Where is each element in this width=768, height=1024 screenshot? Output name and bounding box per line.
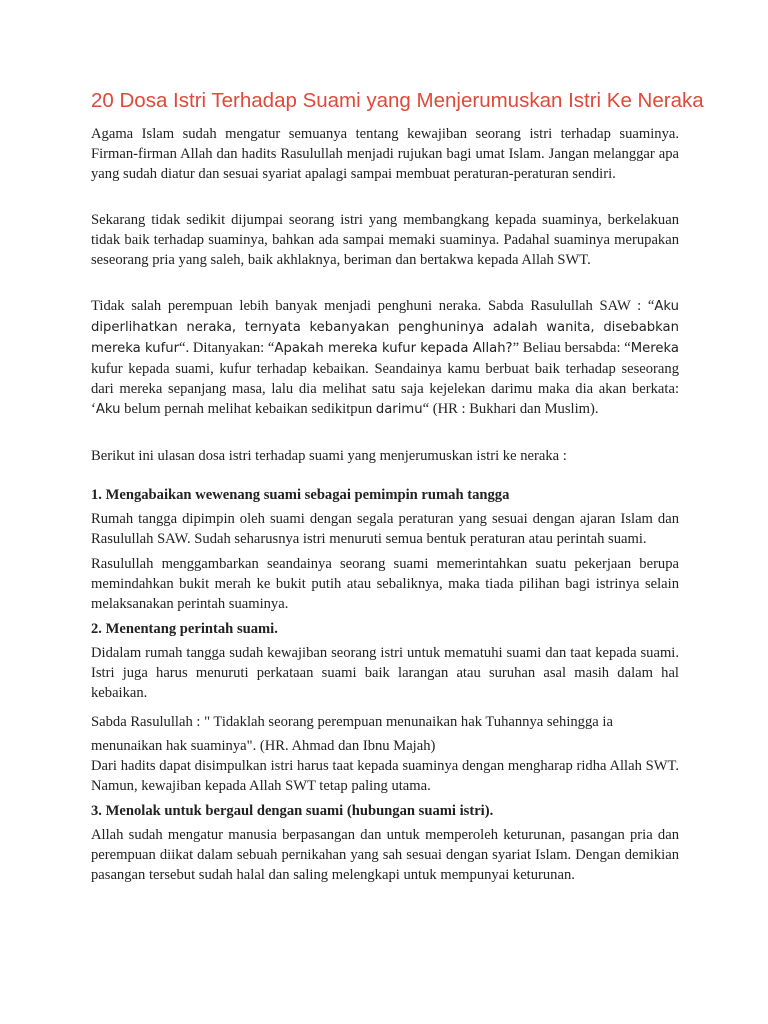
hadith-paragraph: [91, 296, 679, 420]
hadith-text-5: belum pernah melihat kebaikan sedikitpun: [120, 401, 376, 417]
hadith-text-1: Tidak salah perempuan lebih banyak menjadi penghuni neraka. Sabda Rasulullah SAW : “: [91, 298, 655, 314]
section-1-heading: 1. Mengabaikan wewenang suami sebagai pemimpin rumah tangga: [91, 487, 510, 503]
section-2-quote-line-2: menunaikan hak suaminya". (HR. Ahmad dan Ibnu Majah): [91, 738, 436, 754]
article: [91, 88, 704, 885]
article-title: 20 Dosa Istri Terhadap Suami yang Menjerumuskan Istri Ke Neraka: [91, 89, 704, 112]
hadith-quote-5: darimu: [375, 402, 423, 417]
section-3-paragraph-1: Allah sudah mengatur manusia berpasangan dan untuk memperoleh keturunan, pasangan pria dan perempuan diikat dalam sebuah pernikahan yang sah sesuai dengan syariat Islam. Dengan demikian pasangan tersebut sudah halal dan saling melengkapi untuk mempunyai keturunan.: [91, 827, 679, 883]
hadith-quote-4: Aku: [95, 402, 121, 417]
intro-paragraph-2: Sekarang tidak sedikit dijumpai seorang istri yang membangkang kepada suaminya, berkelakuan tidak baik terhadap suaminya, bahkan ada sampai memaki suaminya. Padahal suaminya merupakan seseorang pria yang saleh, baik akhlaknya, beriman dan bertakwa kepada Allah SWT.: [91, 212, 679, 268]
hadith-quote-1: Aku diperlihatkan neraka, ternyata kebanyakan penghuninya adalah wanita, disebabkan mereka kufur: [91, 299, 679, 356]
section-1-paragraph-1: Rumah tangga dipimpin oleh suami dengan segala peraturan yang sesuai dengan ajaran Islam dan Rasulullah SAW. Sudah seharusnya istri menuruti semua bentuk peraturan atau perintah suami.: [91, 511, 679, 547]
lead-in-paragraph: Berikut ini ulasan dosa istri terhadap suami yang menjerumuskan istri ke neraka :: [91, 448, 567, 464]
hadith-text-2: “. Ditanyakan: “: [179, 340, 275, 356]
hadith-quote-3: Mereka: [630, 341, 679, 356]
section-2-paragraph-1: Didalam rumah tangga sudah kewajiban seorang istri untuk mematuhi suami dan taat kepada suami. Istri juga harus menuruti perkataan suami baik larangan atau suruhan asal masih dalam hal kebaikan.: [91, 645, 679, 701]
section-2-quote-line-1: Sabda Rasulullah : " Tidaklah seorang perempuan menunaikan hak Tuhannya sehingga ia: [91, 714, 613, 730]
hadith-text-3: ” Beliau bersabda: “: [512, 340, 631, 356]
section-2-conclusion: Dari hadits dapat disimpulkan istri harus taat kepada suaminya dengan mengharap ridha Allah SWT. Namun, kewajiban kepada Allah SWT tetap paling utama.: [91, 758, 679, 794]
section-3-heading: 3. Menolak untuk bergaul dengan suami (hubungan suami istri).: [91, 803, 494, 819]
section-1-paragraph-2: Rasulullah menggambarkan seandainya seorang suami memerintahkan suatu pekerjaan berupa memindahkan bukit merah ke bukit putih atau sebaliknya, maka tiada pilihan bagi istrinya selain melaksanakan perintah suaminya.: [91, 556, 679, 612]
hadith-text-6: “ (HR : Bukhari dan Muslim).: [422, 401, 599, 417]
hadith-text-4: kufur kepada suami, kufur terhadap kebaikan. Seandainya kamu berbuat baik terhadap seseorang dari mereka sepanjang masa, lalu dia melihat satu saja kejelekan darimu maka dia akan berkata: ‘: [91, 361, 679, 417]
hadith-quote-2: Apakah mereka kufur kepada Allah?: [274, 341, 513, 356]
section-2-heading: 2. Menentang perintah suami.: [91, 621, 278, 637]
intro-paragraph-1: Agama Islam sudah mengatur semuanya tentang kewajiban seorang istri terhadap suaminya. Firman-firman Allah dan hadits Rasulullah menjadi rujukan bagi umat Islam. Jangan melanggar apa yang sudah diatur dan sesuai syariat apalagi sampai membuat peraturan-peraturan sendiri.: [91, 126, 679, 182]
